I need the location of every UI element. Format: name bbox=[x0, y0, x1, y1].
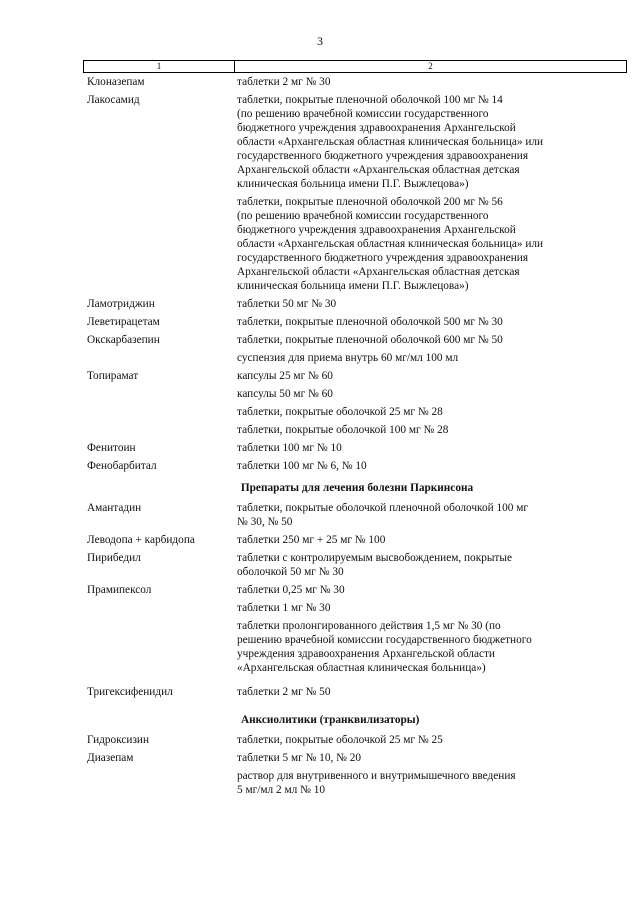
dosage-form: таблетки 0,25 мг № 30 bbox=[237, 584, 345, 596]
drug-forms bbox=[237, 75, 627, 93]
dosage-form: таблетки 50 мг № 30 bbox=[237, 298, 337, 310]
drug-forms bbox=[237, 733, 627, 751]
drug-name: Пирибедил bbox=[87, 552, 141, 564]
header-col-2: 2 bbox=[428, 61, 433, 71]
section-title-parkinson: Препараты для лечения болезни Паркинсона bbox=[240, 482, 474, 494]
drug-forms bbox=[237, 315, 627, 333]
dosage-form: таблетки, покрытые пленочной оболочкой 600 мг № 50 bbox=[237, 334, 503, 346]
dosage-form: таблетки 100 мг № 6, № 10 bbox=[237, 460, 367, 472]
drug-row bbox=[87, 751, 627, 801]
dosage-form: таблетки, покрытые пленочной оболочкой 100 мг № 14 (по решению врачебной комиссии государственного бюджетного учреждения здравоохранения Архангельской области «Архангельская областная клиническая больница» или государственного бюджетного учреждения здравоохранения Архангельской области «Архангельская областная детская клиническая больница имени П.Г. Выжлецова») bbox=[237, 94, 544, 190]
dosage-form: таблетки 1 мг № 30 bbox=[237, 602, 331, 614]
drug-name: Леводопа + карбидопа bbox=[87, 534, 195, 546]
dosage-form: раствор для внутривенного и внутримышечного введения 5 мг/мл 2 мл № 10 bbox=[237, 770, 516, 796]
drug-row bbox=[87, 75, 627, 93]
dosage-form: капсулы 25 мг № 60 bbox=[237, 370, 333, 382]
drug-name: Фенитоин bbox=[87, 442, 136, 454]
drug-forms bbox=[237, 93, 627, 297]
drug-row bbox=[87, 551, 627, 583]
drug-name: Амантадин bbox=[87, 502, 142, 514]
drug-row bbox=[87, 501, 627, 533]
drug-row bbox=[87, 93, 627, 297]
table-header bbox=[83, 60, 627, 73]
drug-forms bbox=[237, 685, 627, 703]
dosage-form: таблетки, покрытые пленочной оболочкой 500 мг № 30 bbox=[237, 316, 503, 328]
drug-forms bbox=[237, 501, 627, 533]
drug-forms bbox=[237, 583, 627, 679]
dosage-form: таблетки, покрытые оболочкой 25 мг № 28 bbox=[237, 406, 443, 418]
dosage-form: таблетки 5 мг № 10, № 20 bbox=[237, 752, 362, 764]
page-number: 3 bbox=[317, 34, 323, 48]
drug-forms bbox=[237, 333, 627, 369]
dosage-form: таблетки с контролируемым высвобождением, покрытые оболочкой 50 мг № 30 bbox=[237, 552, 512, 578]
dosage-form: таблетки, покрытые оболочкой пленочной оболочкой 100 мг № 30, № 50 bbox=[237, 502, 529, 528]
drug-name: Окскарбазепин bbox=[87, 334, 160, 346]
dosage-form: таблетки 2 мг № 50 bbox=[237, 686, 331, 698]
drug-forms bbox=[237, 297, 627, 315]
parkinson-group bbox=[87, 501, 627, 703]
antiepileptic-group bbox=[87, 75, 627, 477]
dosage-form: таблетки, покрытые оболочкой 100 мг № 28 bbox=[237, 424, 449, 436]
drug-forms bbox=[237, 551, 627, 583]
header-col-1: 1 bbox=[84, 61, 235, 72]
dosage-form: суспензия для приема внутрь 60 мг/мл 100 мл bbox=[237, 352, 459, 364]
drug-row bbox=[87, 459, 627, 477]
dosage-form: таблетки, покрытые пленочной оболочкой 200 мг № 56 (по решению врачебной комиссии государственного бюджетного учреждения здравоохранения Архангельской области «Архангельская областная клиническая больница» или государственного бюджетного учреждения здравоохранения Архангельской области «Архангельская областная детская клиническая больница имени П.Г. Выжлецова») bbox=[237, 196, 544, 292]
drug-name: Тригексифенидил bbox=[87, 686, 173, 698]
drug-forms bbox=[237, 441, 627, 459]
drug-name: Топирамат bbox=[87, 370, 139, 382]
drug-name: Прамипексол bbox=[87, 584, 152, 596]
drug-forms bbox=[237, 751, 627, 801]
dosage-form: таблетки, покрытые оболочкой 25 мг № 25 bbox=[237, 734, 443, 746]
drug-forms bbox=[237, 369, 627, 441]
dosage-form: таблетки 100 мг № 10 bbox=[237, 442, 342, 454]
dosage-form: таблетки пролонгированного действия 1,5 мг № 30 (по решению врачебной комиссии государственного бюджетного учреждения здравоохранения Архангельской области «Архангельская областная клиническая больница») bbox=[237, 620, 532, 674]
drug-row bbox=[87, 441, 627, 459]
dosage-form: таблетки 250 мг + 25 мг № 100 bbox=[237, 534, 386, 546]
section-title-anxiolytics: Анксиолитики (транквилизаторы) bbox=[241, 714, 420, 726]
drug-row bbox=[87, 333, 627, 369]
drug-name: Лакосамид bbox=[87, 94, 140, 106]
drug-name: Гидроксизин bbox=[87, 734, 150, 746]
dosage-form: таблетки 2 мг № 30 bbox=[237, 76, 331, 88]
drug-row bbox=[87, 533, 627, 551]
drug-row bbox=[87, 315, 627, 333]
drug-name: Клоназепам bbox=[87, 76, 145, 88]
dosage-form: капсулы 50 мг № 60 bbox=[237, 388, 333, 400]
drug-row bbox=[87, 369, 627, 441]
drug-list bbox=[87, 75, 627, 801]
drug-forms bbox=[237, 459, 627, 477]
drug-row bbox=[87, 733, 627, 751]
anxiolytics-group bbox=[87, 733, 627, 801]
drug-row bbox=[87, 685, 627, 703]
drug-name: Фенобарбитал bbox=[87, 460, 157, 472]
drug-forms bbox=[237, 533, 627, 551]
drug-name: Диазепам bbox=[87, 752, 134, 764]
drug-row bbox=[87, 297, 627, 315]
drug-name: Ламотриджин bbox=[87, 298, 155, 310]
drug-name: Леветирацетам bbox=[87, 316, 160, 328]
drug-row bbox=[87, 583, 627, 679]
